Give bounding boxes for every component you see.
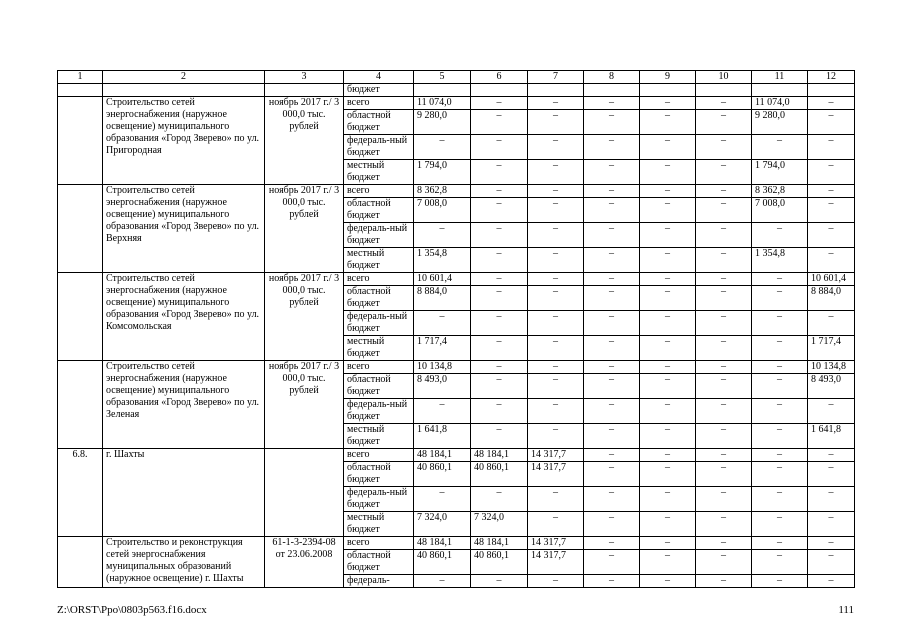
- item-number: [58, 97, 103, 185]
- value-cell: –: [528, 273, 584, 286]
- continued-row: [58, 84, 855, 97]
- value-cell: –: [528, 110, 584, 135]
- value-cell: –: [471, 248, 528, 273]
- funding-source: областной бюджет: [344, 374, 414, 399]
- value-cell: –: [584, 110, 640, 135]
- value-cell: 48 184,1: [471, 449, 528, 462]
- funding-source: федераль-ный бюджет: [344, 223, 414, 248]
- value-cell: –: [471, 97, 528, 110]
- value-cell: –: [471, 223, 528, 248]
- value-cell: 1 641,8: [808, 424, 855, 449]
- value-cell: 1 794,0: [414, 160, 471, 185]
- value-cell: 9 280,0: [752, 110, 808, 135]
- header-cell: 4: [344, 71, 414, 84]
- value-cell: –: [471, 160, 528, 185]
- value-cell: –: [528, 512, 584, 537]
- value-cell: –: [640, 512, 696, 537]
- value-cell: –: [752, 462, 808, 487]
- page-number: 111: [838, 604, 854, 616]
- value-cell: –: [528, 223, 584, 248]
- value-cell: 1 794,0: [752, 160, 808, 185]
- value-cell: –: [584, 160, 640, 185]
- item-reference: ноябрь 2017 г./ 3 000,0 тыс. рублей: [265, 361, 344, 449]
- value-cell: –: [640, 97, 696, 110]
- value-cell: –: [528, 399, 584, 424]
- value-cell: –: [696, 575, 752, 588]
- value-cell: –: [584, 424, 640, 449]
- value-cell: –: [752, 135, 808, 160]
- value-cell: –: [528, 311, 584, 336]
- value-cell: –: [414, 311, 471, 336]
- funding-source: местный бюджет: [344, 336, 414, 361]
- value-cell: 8 362,8: [752, 185, 808, 198]
- value-cell: –: [808, 575, 855, 588]
- value-cell: 14 317,7: [528, 550, 584, 575]
- cell: [265, 84, 344, 97]
- item-number: [58, 273, 103, 361]
- value-cell: –: [696, 286, 752, 311]
- value-cell: –: [752, 512, 808, 537]
- cell: [640, 84, 696, 97]
- header-cell: 7: [528, 71, 584, 84]
- value-cell: –: [584, 575, 640, 588]
- value-cell: –: [696, 361, 752, 374]
- value-cell: –: [471, 286, 528, 311]
- value-cell: –: [752, 336, 808, 361]
- value-cell: 7 008,0: [414, 198, 471, 223]
- value-cell: –: [752, 487, 808, 512]
- value-cell: –: [528, 336, 584, 361]
- value-cell: 48 184,1: [414, 537, 471, 550]
- budget-table: [57, 70, 855, 588]
- value-cell: –: [696, 462, 752, 487]
- cell: [808, 84, 855, 97]
- footer-file-path: Z:\ORST\Ppo\0803p563.f16.docx: [57, 604, 207, 616]
- value-cell: –: [752, 399, 808, 424]
- header-cell: 8: [584, 71, 640, 84]
- value-cell: 8 493,0: [808, 374, 855, 399]
- value-cell: –: [528, 361, 584, 374]
- funding-source: областной бюджет: [344, 550, 414, 575]
- item-reference: [265, 449, 344, 537]
- cell: [414, 84, 471, 97]
- value-cell: –: [528, 487, 584, 512]
- value-cell: –: [584, 273, 640, 286]
- value-cell: –: [584, 537, 640, 550]
- funding-source: местный бюджет: [344, 160, 414, 185]
- table-row: [58, 361, 855, 374]
- item-name: г. Шахты: [103, 449, 265, 537]
- value-cell: –: [640, 550, 696, 575]
- value-cell: –: [696, 185, 752, 198]
- value-cell: –: [752, 374, 808, 399]
- item-reference: 61-1-3-2394-08 от 23.06.2008: [265, 537, 344, 588]
- value-cell: –: [752, 311, 808, 336]
- item-number: [58, 361, 103, 449]
- value-cell: 7 324,0: [414, 512, 471, 537]
- value-cell: –: [752, 286, 808, 311]
- value-cell: –: [471, 487, 528, 512]
- value-cell: –: [584, 449, 640, 462]
- value-cell: –: [528, 185, 584, 198]
- funding-source: местный бюджет: [344, 424, 414, 449]
- value-cell: 1 354,8: [752, 248, 808, 273]
- value-cell: –: [808, 399, 855, 424]
- item-name: Строительство сетей энергоснабжения (наружное освещение) муниципального образования «Город Зверево» по ул. Комсомольская: [103, 273, 265, 361]
- value-cell: –: [696, 198, 752, 223]
- value-cell: –: [471, 374, 528, 399]
- value-cell: –: [584, 399, 640, 424]
- value-cell: 11 074,0: [752, 97, 808, 110]
- value-cell: –: [696, 311, 752, 336]
- cell: [696, 84, 752, 97]
- value-cell: –: [640, 198, 696, 223]
- value-cell: –: [414, 487, 471, 512]
- value-cell: –: [752, 449, 808, 462]
- value-cell: –: [696, 537, 752, 550]
- value-cell: –: [471, 185, 528, 198]
- value-cell: –: [584, 361, 640, 374]
- funding-source: бюджет: [344, 84, 414, 97]
- value-cell: –: [528, 248, 584, 273]
- value-cell: –: [640, 135, 696, 160]
- value-cell: –: [752, 273, 808, 286]
- value-cell: –: [471, 311, 528, 336]
- value-cell: –: [808, 537, 855, 550]
- funding-source: местный бюджет: [344, 248, 414, 273]
- value-cell: –: [640, 185, 696, 198]
- value-cell: 1 717,4: [808, 336, 855, 361]
- value-cell: 8 884,0: [808, 286, 855, 311]
- funding-source: всего: [344, 97, 414, 110]
- value-cell: –: [808, 97, 855, 110]
- value-cell: –: [752, 575, 808, 588]
- value-cell: –: [640, 449, 696, 462]
- value-cell: –: [584, 311, 640, 336]
- value-cell: –: [808, 449, 855, 462]
- value-cell: –: [640, 487, 696, 512]
- value-cell: –: [808, 512, 855, 537]
- value-cell: 40 860,1: [471, 462, 528, 487]
- funding-source: местный бюджет: [344, 512, 414, 537]
- item-number: 6.8.: [58, 449, 103, 537]
- value-cell: –: [640, 311, 696, 336]
- value-cell: –: [640, 424, 696, 449]
- header-cell: 2: [103, 71, 265, 84]
- value-cell: –: [808, 135, 855, 160]
- item-number: [58, 185, 103, 273]
- value-cell: 7 008,0: [752, 198, 808, 223]
- header-cell: 6: [471, 71, 528, 84]
- table-row: [58, 185, 855, 198]
- value-cell: –: [696, 487, 752, 512]
- value-cell: –: [584, 374, 640, 399]
- header-cell: 5: [414, 71, 471, 84]
- value-cell: –: [808, 487, 855, 512]
- value-cell: –: [471, 399, 528, 424]
- cell: [584, 84, 640, 97]
- value-cell: –: [752, 550, 808, 575]
- value-cell: –: [471, 575, 528, 588]
- value-cell: 10 601,4: [414, 273, 471, 286]
- value-cell: 11 074,0: [414, 97, 471, 110]
- funding-source: всего: [344, 361, 414, 374]
- value-cell: –: [696, 336, 752, 361]
- value-cell: –: [528, 575, 584, 588]
- value-cell: 7 324,0: [471, 512, 528, 537]
- value-cell: –: [808, 223, 855, 248]
- value-cell: –: [640, 223, 696, 248]
- value-cell: 40 860,1: [414, 462, 471, 487]
- value-cell: 48 184,1: [414, 449, 471, 462]
- value-cell: 10 134,8: [808, 361, 855, 374]
- table-row: [58, 97, 855, 110]
- value-cell: –: [640, 273, 696, 286]
- value-cell: –: [414, 135, 471, 160]
- funding-source: федераль-ный бюджет: [344, 135, 414, 160]
- value-cell: –: [584, 550, 640, 575]
- value-cell: –: [640, 110, 696, 135]
- value-cell: 8 362,8: [414, 185, 471, 198]
- cell: [528, 84, 584, 97]
- value-cell: –: [696, 424, 752, 449]
- value-cell: –: [584, 97, 640, 110]
- value-cell: –: [471, 110, 528, 135]
- value-cell: 1 717,4: [414, 336, 471, 361]
- value-cell: –: [808, 550, 855, 575]
- value-cell: 10 134,8: [414, 361, 471, 374]
- value-cell: –: [471, 361, 528, 374]
- value-cell: 14 317,7: [528, 537, 584, 550]
- value-cell: 8 884,0: [414, 286, 471, 311]
- value-cell: –: [696, 248, 752, 273]
- value-cell: –: [696, 512, 752, 537]
- value-cell: 40 860,1: [414, 550, 471, 575]
- value-cell: –: [640, 160, 696, 185]
- value-cell: –: [752, 361, 808, 374]
- value-cell: –: [696, 399, 752, 424]
- header-cell: 12: [808, 71, 855, 84]
- value-cell: –: [584, 248, 640, 273]
- value-cell: –: [471, 273, 528, 286]
- funding-source: всего: [344, 449, 414, 462]
- value-cell: –: [528, 424, 584, 449]
- table-row: [58, 449, 855, 462]
- funding-source: федераль-ный бюджет: [344, 487, 414, 512]
- value-cell: 40 860,1: [471, 550, 528, 575]
- value-cell: –: [808, 185, 855, 198]
- value-cell: –: [696, 97, 752, 110]
- value-cell: –: [584, 198, 640, 223]
- value-cell: –: [414, 223, 471, 248]
- value-cell: 1 354,8: [414, 248, 471, 273]
- value-cell: 9 280,0: [414, 110, 471, 135]
- value-cell: –: [414, 399, 471, 424]
- value-cell: –: [640, 537, 696, 550]
- header-cell: 3: [265, 71, 344, 84]
- cell: [103, 84, 265, 97]
- value-cell: 1 641,8: [414, 424, 471, 449]
- value-cell: –: [752, 223, 808, 248]
- value-cell: –: [696, 374, 752, 399]
- value-cell: –: [584, 286, 640, 311]
- funding-source: областной бюджет: [344, 462, 414, 487]
- value-cell: –: [640, 575, 696, 588]
- funding-source: областной бюджет: [344, 198, 414, 223]
- value-cell: –: [584, 185, 640, 198]
- header-cell: 11: [752, 71, 808, 84]
- value-cell: –: [640, 462, 696, 487]
- item-reference: ноябрь 2017 г./ 3 000,0 тыс. рублей: [265, 273, 344, 361]
- item-name: Строительство сетей энергоснабжения (наружное освещение) муниципального образования «Город Зверево» по ул. Зеленая: [103, 361, 265, 449]
- cell: [58, 84, 103, 97]
- header-cell: 10: [696, 71, 752, 84]
- value-cell: –: [808, 248, 855, 273]
- value-cell: –: [584, 462, 640, 487]
- funding-source: всего: [344, 273, 414, 286]
- value-cell: –: [471, 424, 528, 449]
- value-cell: –: [584, 512, 640, 537]
- value-cell: –: [752, 537, 808, 550]
- value-cell: –: [471, 198, 528, 223]
- cell: [471, 84, 528, 97]
- value-cell: –: [640, 374, 696, 399]
- table-row: [58, 273, 855, 286]
- item-name: Строительство сетей энергоснабжения (наружное освещение) муниципального образования «Город Зверево» по ул. Пригородная: [103, 97, 265, 185]
- item-name: Строительство сетей энергоснабжения (наружное освещение) муниципального образования «Город Зверево» по ул. Верхняя: [103, 185, 265, 273]
- item-reference: ноябрь 2017 г./ 3 000,0 тыс. рублей: [265, 97, 344, 185]
- value-cell: –: [752, 424, 808, 449]
- item-name: Строительство и реконструкция сетей энергоснабжения муниципальных образований (наружное освещение) г. Шахты: [103, 537, 265, 588]
- value-cell: –: [528, 286, 584, 311]
- value-cell: –: [640, 361, 696, 374]
- value-cell: –: [696, 223, 752, 248]
- value-cell: –: [696, 449, 752, 462]
- header-cell: 1: [58, 71, 103, 84]
- funding-source: всего: [344, 537, 414, 550]
- value-cell: –: [640, 336, 696, 361]
- value-cell: –: [696, 273, 752, 286]
- value-cell: 14 317,7: [528, 449, 584, 462]
- funding-source: федераль-ный бюджет: [344, 399, 414, 424]
- cell: [752, 84, 808, 97]
- funding-source: федераль-: [344, 575, 414, 588]
- value-cell: 48 184,1: [471, 537, 528, 550]
- value-cell: –: [808, 198, 855, 223]
- value-cell: –: [696, 160, 752, 185]
- item-number: [58, 537, 103, 588]
- value-cell: –: [414, 575, 471, 588]
- value-cell: –: [584, 223, 640, 248]
- value-cell: –: [528, 160, 584, 185]
- value-cell: –: [528, 135, 584, 160]
- value-cell: –: [584, 135, 640, 160]
- value-cell: –: [528, 97, 584, 110]
- value-cell: –: [471, 135, 528, 160]
- value-cell: –: [808, 160, 855, 185]
- value-cell: 8 493,0: [414, 374, 471, 399]
- table-row: [58, 537, 855, 550]
- value-cell: –: [640, 286, 696, 311]
- item-reference: ноябрь 2017 г./ 3 000,0 тыс. рублей: [265, 185, 344, 273]
- value-cell: –: [808, 462, 855, 487]
- funding-source: федераль-ный бюджет: [344, 311, 414, 336]
- header-cell: 9: [640, 71, 696, 84]
- value-cell: –: [696, 135, 752, 160]
- funding-source: всего: [344, 185, 414, 198]
- header-row: [58, 71, 855, 84]
- value-cell: 14 317,7: [528, 462, 584, 487]
- value-cell: –: [696, 550, 752, 575]
- value-cell: –: [528, 374, 584, 399]
- value-cell: –: [640, 248, 696, 273]
- value-cell: –: [640, 399, 696, 424]
- value-cell: –: [471, 336, 528, 361]
- funding-source: областной бюджет: [344, 286, 414, 311]
- value-cell: –: [584, 487, 640, 512]
- funding-source: областной бюджет: [344, 110, 414, 135]
- value-cell: –: [808, 110, 855, 135]
- value-cell: 10 601,4: [808, 273, 855, 286]
- value-cell: –: [528, 198, 584, 223]
- value-cell: –: [808, 311, 855, 336]
- value-cell: –: [696, 110, 752, 135]
- value-cell: –: [584, 336, 640, 361]
